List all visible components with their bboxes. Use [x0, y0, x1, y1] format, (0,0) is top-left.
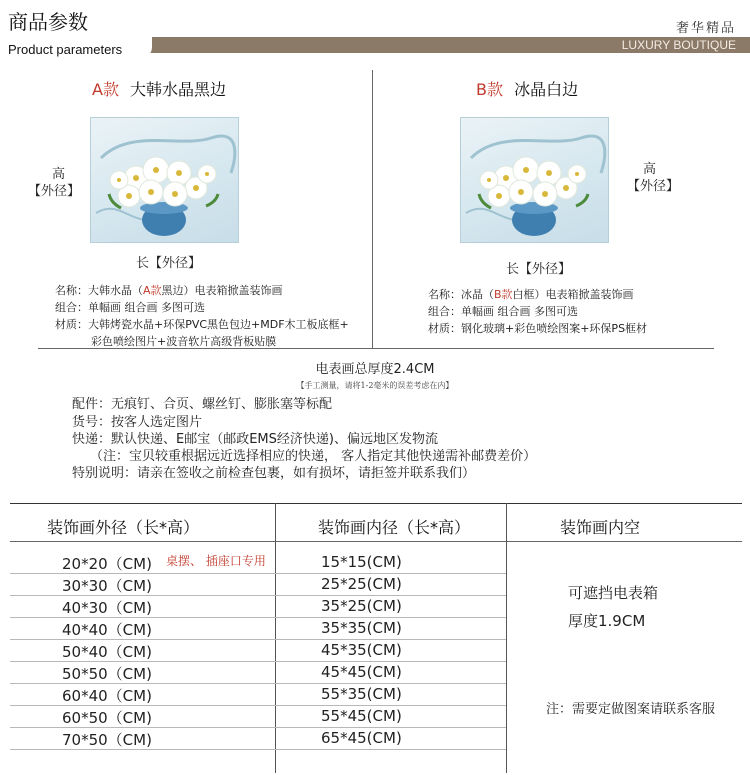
table-row-line: [10, 617, 506, 618]
thickness-note: 【手工测量，请将1-2毫米的误差考虑在内】: [296, 381, 454, 390]
product-a-title: [92, 77, 226, 100]
product-a-spec-combo: 组合：单幅画 组合画 多图可选: [55, 301, 205, 314]
product-b-image: [460, 117, 609, 243]
product-b-spec-name: [428, 286, 634, 303]
note-item-no: 货号：按客人选定图片: [72, 415, 203, 430]
note-shipping: 快递：默认快递、E邮宝（邮政EMS经济快递)、偏远地区发物流: [72, 432, 438, 447]
note-parts: 配件：无痕钉、合页、螺丝钉、膨胀塞等标配: [72, 397, 333, 412]
product-b-spec-material: 材质：钢化玻璃+彩色喷绘图案+环保PS框材: [428, 322, 648, 335]
product-b-spec-name-prefix: 名称：冰晶（: [428, 288, 494, 301]
product-a-name: 大韩水晶黑边: [130, 80, 227, 99]
table-row-tag: 桌摆、 插座口专用: [166, 554, 266, 568]
table-col-divider-2: [506, 503, 507, 773]
product-b-title: [476, 77, 578, 100]
table-row-line: [10, 661, 506, 662]
brand-label: LUXURY BOUTIQUE: [621, 38, 736, 52]
product-a-spec-name-prefix: 名称：大韩水晶（: [55, 284, 143, 297]
table-row-inner: 35*25(CM): [321, 597, 402, 615]
table-row-outer: 30*30（CM): [62, 577, 152, 595]
table-row-outer: 50*50（CM): [62, 665, 152, 683]
table-row-inner: 65*45(CM): [321, 729, 402, 747]
table-header-inner: 装饰画内径（长*高）: [318, 518, 471, 537]
table-top-line: [10, 503, 742, 504]
product-a-height-label: 高: [52, 167, 66, 182]
page-title: 商品参数: [8, 10, 88, 34]
product-a-length-label: 长【外径】: [136, 256, 202, 271]
table-row-line: [10, 749, 506, 750]
product-b-code: B款: [476, 80, 503, 99]
table-row-outer: 50*40（CM): [62, 643, 152, 661]
product-a-spec-name-suffix: 黑边）电表箱掀盖装饰画: [161, 284, 283, 297]
table-row-inner: 55*45(CM): [321, 707, 402, 725]
product-a-code: A款: [92, 80, 119, 99]
table-row-inner: 55*35(CM): [321, 685, 402, 703]
table-row-outer: 70*50（CM): [62, 731, 152, 749]
product-b-height-note: 【外径】: [627, 179, 680, 194]
product-a-spec-name: [55, 282, 283, 299]
product-b-length-label: 长【外径】: [506, 262, 572, 277]
custom-order-note: 注：需要定做图案请联系客服: [546, 702, 716, 717]
table-row-line: [10, 639, 506, 640]
table-row-inner: 45*35(CM): [321, 641, 402, 659]
flower-pot-image: [461, 118, 608, 242]
thickness-title: 电表画总厚度2.4CM: [315, 362, 435, 377]
header-tagline: 奢华精品: [675, 21, 736, 36]
space-line-2: 厚度1.9CM: [568, 612, 646, 630]
note-special: 特别说明：请亲在签收之前检查包裹，如有损坏，请拒签并联系我们）: [72, 466, 476, 481]
product-b-height-label: 高: [643, 162, 657, 177]
table-row-outer: 40*40（CM): [62, 621, 152, 639]
table-row-line: [10, 573, 506, 574]
table-col-divider-1: [275, 503, 276, 773]
table-row-outer: 60*40（CM): [62, 687, 152, 705]
product-b-spec-name-code: B款: [494, 288, 513, 301]
table-row-outer: 60*50（CM): [62, 709, 152, 727]
table-row-inner: 45*45(CM): [321, 663, 402, 681]
product-a-spec-name-code: A款: [143, 284, 162, 297]
product-a-spec-material-1: 材质：大韩烤瓷水晶+环保PVC黑色包边+MDF木工板底框+: [55, 318, 349, 331]
product-b-spec-name-suffix: 白框）电表箱掀盖装饰画: [512, 288, 634, 301]
table-row-line: [10, 727, 506, 728]
table-row-outer: 40*30（CM): [62, 599, 152, 617]
table-header-line: [10, 541, 742, 542]
table-row-line: [10, 683, 506, 684]
product-b-name: 冰晶白边: [514, 80, 579, 99]
table-row-outer: 20*20（CM): [62, 555, 152, 573]
flower-pot-image: [91, 118, 238, 242]
table-row-inner: 35*35(CM): [321, 619, 402, 637]
table-row-inner: 15*15(CM): [321, 553, 402, 571]
product-divider: [372, 70, 373, 348]
table-row-line: [10, 705, 506, 706]
product-a-spec-material-2: 彩色喷绘图片+波音软片高级背板贴膜: [91, 335, 277, 348]
table-row-line: [10, 595, 506, 596]
note-shipping-detail: （注：宝贝较重根据远近选择相应的快递， 客人指定其他快递需补邮费差价）: [90, 449, 537, 464]
table-header-space: 装饰画内空: [560, 518, 641, 537]
table-header-outer: 装饰画外径（长*高）: [47, 518, 200, 537]
product-b-spec-combo: 组合：单幅画 组合画 多图可选: [428, 305, 578, 318]
header-subtitle: Product parameters: [8, 42, 123, 57]
space-line-1: 可遮挡电表箱: [568, 584, 659, 602]
table-row-inner: 25*25(CM): [321, 575, 402, 593]
product-a-image: [90, 117, 239, 243]
product-a-height-note: 【外径】: [28, 184, 81, 199]
